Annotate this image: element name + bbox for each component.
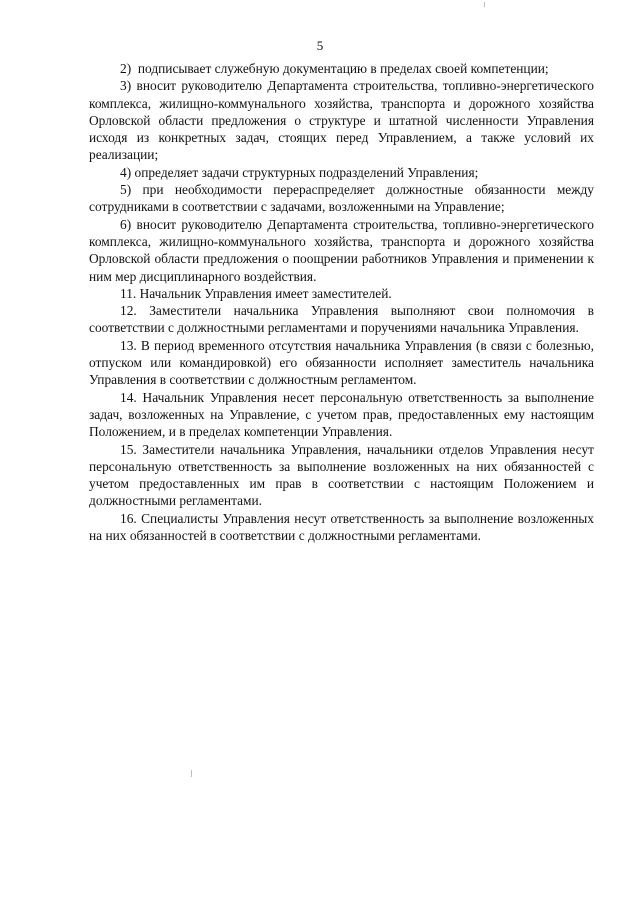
paragraph-item-2: 2) подписывает служебную документацию в пределах своей компетенции; (120, 61, 549, 76)
paragraph-item-4: 4) определяет задачи структурных подразделений Управления; (120, 164, 479, 180)
paragraph-16: 16. Специалисты Управления несут ответственность за выполнение возложенных на них обязанностей в соответствии с должностными регламентами. (89, 510, 594, 544)
paragraph-item-6: 6) вносит руководителю Департамента строительства, топливно-энергетического комплекса, жилищно-коммунального хозяйства, транспорта и дорожного хозяйства Орловской области предложения о поощрении работников Управления и применении к ним мер дисциплинарного воздействия. (89, 216, 594, 284)
scan-artifact-top (484, 2, 485, 7)
paragraph-12: 12. Заместители начальника Управления выполняют свои полномочия в соответствии с должностными регламентами и поручениями начальника Управления. (89, 303, 594, 336)
page-number: 5 (316, 38, 324, 53)
paragraph-15: 15. Заместители начальника Управления, начальники отделов Управления несут персональную ответственность за выполнение возложенных на них обязанностей с учетом предоставленных им прав в соответствии с настоящим Положением и должностными регламентами. (89, 441, 594, 509)
paragraph-item-3: 3) вносит руководителю Департамента строительства, топливно-энергетического комплекса, жилищно-коммунального хозяйства, транспорта и дорожного хозяйства Орловской области предложения о структуре и штатной численности Управления исходя из конкретных задач, стоящих перед Управлением, а также условий их реализации; (89, 78, 594, 163)
paragraph-11: 11. Начальник Управления имеет заместителей. (120, 285, 392, 301)
paragraph-14: 14. Начальник Управления несет персональную ответственность за выполнение задач, возложенных на Управление, с учетом прав, предоставленных ему настоящим Положением, и в пределах компетенции Управления. (89, 389, 594, 440)
paragraph-item-5: 5) при необходимости перераспределяет должностные обязанности между сотрудниками в соответствии с задачами, возложенными на Управление; (89, 182, 594, 215)
scan-artifact-bottom (191, 770, 192, 777)
document-body (89, 60, 594, 544)
paragraph-13: 13. В период временного отсутствия начальника Управления (в связи с болезнью, отпуском или командировкой) его обязанности исполняет заместитель начальника Управления в соответствии с должностным регламентом. (89, 337, 594, 388)
